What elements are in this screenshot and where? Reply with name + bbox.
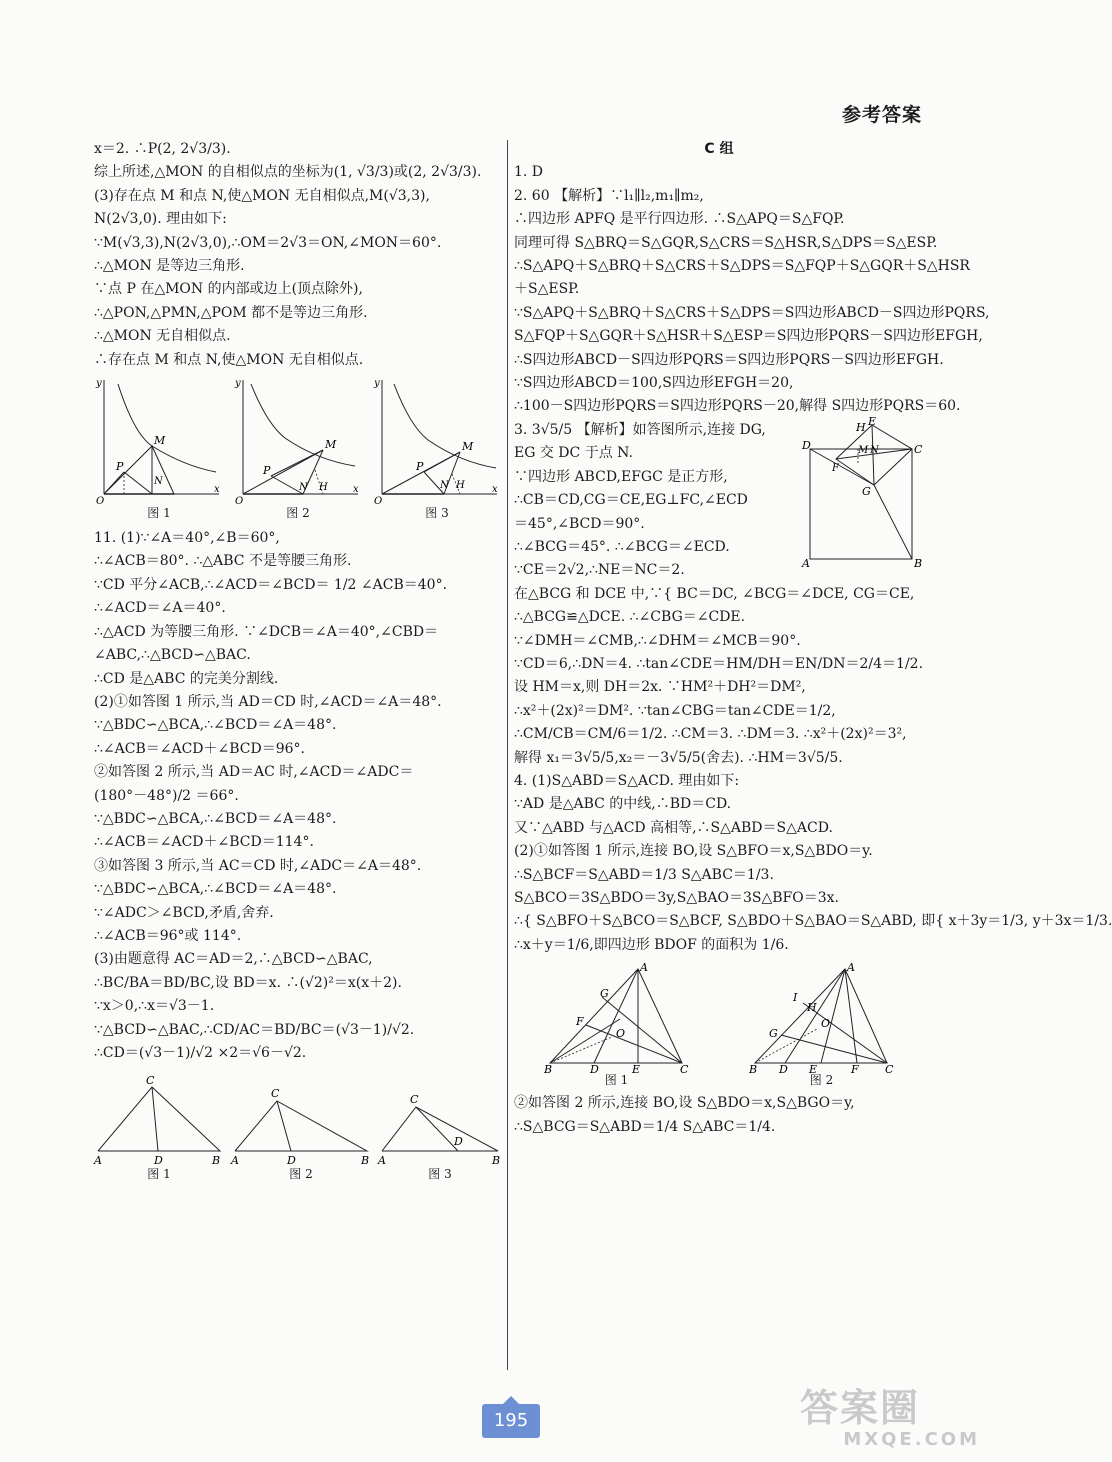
svg-text:I: I: [792, 991, 797, 1005]
svg-text:B: B: [361, 1154, 370, 1168]
page-header-title: 参考答案: [841, 104, 922, 126]
svg-text:E: E: [808, 1063, 817, 1077]
centroid-figure-1: [542, 963, 692, 1088]
svg-text:O: O: [235, 496, 244, 508]
graph-caption-1: 图 1: [147, 506, 171, 521]
text-line: ∴∠ACD＝∠A＝40°.: [94, 600, 226, 617]
text-line: ∴△MON 是等边三角形.: [94, 258, 245, 275]
text-line: ∵四边形 ABCD,EFGC 是正方形,: [514, 468, 728, 485]
text-line: (3)由题意得 AC＝AD＝2,∴△BCD∽△BAC,: [94, 951, 373, 968]
text-line: N(2√3,0). 理由如下:: [94, 211, 227, 228]
svg-text:C: C: [679, 1063, 688, 1077]
text-line: 3. 3√5/5 【解析】如答图所示,连接 DG,: [514, 421, 766, 438]
svg-text:O: O: [615, 1027, 625, 1041]
text-line: x＝2. ∴P(2, 2√3/3).: [94, 141, 231, 157]
triangle-caption-2: 图 2: [289, 1167, 313, 1182]
text-line: (3)存在点 M 和点 N,使△MON 无自相似点,M(√3,3),: [94, 187, 430, 204]
svg-text:M: M: [325, 438, 337, 452]
svg-text:D: D: [589, 1063, 599, 1077]
text-line: ∴△MON 无自相似点.: [94, 328, 231, 345]
text-line: ∵△BDC∽△BCA,∴∠BCD＝∠A＝48°.: [94, 881, 337, 898]
triangle-figures-row: [94, 1073, 502, 1182]
svg-text:N: N: [870, 444, 879, 456]
watermark-sub-text: MXQE.COM: [843, 1429, 980, 1450]
graph-2-drawing: [233, 376, 363, 506]
triangle-figure-1: [94, 1073, 224, 1182]
text-line: ∵∠DMH＝∠CMB,∴∠DHM＝∠MCB＝90°.: [514, 632, 801, 649]
text-line: 设 HM＝x,则 DH＝2x. ∵HM²＋DH²＝DM²,: [514, 679, 806, 696]
svg-text:C: C: [146, 1074, 155, 1088]
svg-text:M: M: [462, 440, 474, 454]
svg-text:G: G: [768, 1027, 778, 1041]
triangle-caption-1: 图 1: [147, 1167, 171, 1182]
svg-text:x: x: [353, 484, 359, 496]
svg-text:H: H: [856, 420, 866, 434]
square-figure-drawing: [802, 414, 928, 570]
right-column: [514, 138, 1112, 1139]
text-line: ∴x²＋(2x)²＝DM². ∵tan∠CBG＝tan∠CDE＝1/2,: [514, 702, 836, 719]
svg-text:H: H: [456, 480, 465, 492]
svg-text:A: A: [639, 961, 648, 975]
svg-text:B: B: [492, 1154, 501, 1168]
text-line: ∴100－S四边形PQRS＝S四边形PQRS－20,解得 S四边形PQRS＝60.: [514, 398, 961, 415]
text-line: ∵M(√3,3),N(2√3,0),∴OM＝2√3＝ON,∠MON＝60°.: [94, 234, 442, 251]
centroid-2-drawing: [747, 961, 897, 1077]
text-line: ∵∠ADC＞∠BCD,矛盾,舍弃.: [94, 904, 274, 921]
centroid-caption-2: 图 2: [809, 1073, 834, 1088]
svg-text:N: N: [299, 482, 308, 494]
svg-text:F: F: [850, 1063, 859, 1077]
triangle-figure-3: [378, 1073, 502, 1182]
text-line: ∴四边形 APFQ 是平行四边形. ∴S△APQ＝S△FQP.: [514, 211, 845, 228]
svg-text:O: O: [374, 496, 383, 508]
watermark-main-text: 答案圈: [800, 1386, 921, 1430]
svg-text:C: C: [884, 1063, 893, 1077]
svg-text:C: C: [410, 1093, 419, 1107]
left-column: [94, 138, 502, 1182]
text-line: (2)①如答图 1 所示,连接 BO,设 S△BFO＝x,S△BDO＝y.: [514, 843, 873, 860]
centroid-figure-2: [747, 963, 897, 1088]
right-lines-a: [514, 161, 990, 418]
text-line: ②如答图 2 所示,当 AD＝AC 时,∠ACD＝∠ADC＝: [94, 764, 414, 781]
text-line: S△BCO＝3S△BDO＝3y,S△BAO＝3S△BFO＝3x.: [514, 890, 839, 906]
graph-figure-3: [372, 376, 502, 521]
text-line: ∴△ACD 为等腰三角形. ∵∠DCB＝∠A＝40°,∠CBD＝: [94, 623, 439, 640]
svg-text:E: E: [868, 414, 877, 428]
text-line: (2)①如答图 1 所示,当 AD＝CD 时,∠ACD＝∠A＝48°.: [94, 693, 442, 710]
text-line: 4. (1)S△ABD＝S△ACD. 理由如下:: [514, 772, 740, 789]
text-line: 又∵△ABD 与△ACD 高相等,∴S△ABD＝S△ACD.: [514, 819, 833, 836]
text-line: ∴BC/BA＝BD/BC,设 BD＝x. ∴(√2)²＝x(x＋2).: [94, 974, 402, 991]
triangle-1-drawing: [94, 1073, 224, 1167]
svg-text:O: O: [96, 496, 105, 508]
text-line: ＋S△ESP.: [514, 281, 580, 298]
problem-3-block: [514, 414, 924, 583]
right-lines-c: [514, 583, 1112, 958]
text-line: 2. 60 【解析】∵l₁∥l₂,m₁∥m₂,: [514, 187, 704, 204]
text-line: ∴∠ACB＝80°. ∴△ABC 不是等腰三角形.: [94, 553, 352, 570]
text-line: 11. (1)∵∠A＝40°,∠B＝60°,: [94, 530, 280, 547]
group-title: C 组: [704, 141, 734, 157]
svg-text:D: D: [287, 1154, 296, 1168]
svg-text:N: N: [154, 476, 163, 488]
left-lines-a: [94, 138, 502, 372]
graph-1-drawing: [94, 376, 224, 506]
column-divider: [507, 140, 508, 1370]
graph-caption-3: 图 3: [425, 506, 449, 521]
svg-text:D: D: [802, 438, 811, 452]
text-line: S△FQP＋S△GQR＋S△HSR＋S△ESP＝S四边形PQRS－S四边形EFGH,: [514, 328, 983, 345]
text-line: ＝45°,∠BCD＝90°.: [514, 515, 645, 532]
text-line: ∵CD 平分∠ACB,∴∠ACD＝∠BCD＝ 1/2 ∠ACB＝40°.: [94, 576, 448, 593]
text-line: ∴△PON,△PMN,△POM 都不是等边三角形.: [94, 304, 368, 321]
svg-text:H: H: [319, 482, 328, 494]
text-line: ∴CB＝CD,CG＝CE,EG⊥FC,∠ECD: [514, 492, 748, 509]
svg-text:P: P: [263, 464, 271, 478]
text-line: EG 交 DC 于点 N.: [514, 445, 633, 462]
left-lines-b: [94, 527, 502, 1065]
text-line: 解得 x₁＝3√5/5,x₂＝－3√5/5(舍去). ∴HM＝3√5/5.: [514, 749, 843, 766]
svg-text:B: B: [748, 1063, 757, 1077]
text-line: ∵x＞0,∴x＝√3－1.: [94, 998, 215, 1015]
text-line: ∵S△APQ＋S△BRQ＋S△CRS＋S△DPS＝S四边形ABCD－S四边形PQRS,: [514, 304, 990, 321]
text-line: ∵S四边形ABCD＝100,S四边形EFGH＝20,: [514, 375, 794, 392]
graph-3-drawing: [372, 376, 502, 506]
page-number: 195: [482, 1404, 540, 1438]
svg-text:G: G: [862, 484, 871, 498]
svg-text:F: F: [832, 462, 839, 474]
text-line: ∴CD＝(√3－1)/√2 ×2＝√6－√2.: [94, 1045, 307, 1061]
text-line: ∴△BCG≌△DCE. ∴∠CBG＝∠CDE.: [514, 609, 746, 626]
text-line: ∵△BCD∽△BAC,∴CD/AC＝BD/BC＝(√3－1)/√2.: [94, 1021, 415, 1038]
triangle-2-drawing: [231, 1073, 371, 1167]
text-line: ∵△BDC∽△BCA,∴∠BCD＝∠A＝48°.: [94, 717, 337, 734]
text-line: ∵△BDC∽△BCA,∴∠BCD＝∠A＝48°.: [94, 810, 337, 827]
page-number-badge: [482, 1396, 540, 1440]
text-line: 在△BCG 和 DCE 中,∵{ BC＝DC, ∠BCG＝∠DCE, CG＝CE,: [514, 585, 915, 602]
right-lines-d: [514, 1092, 924, 1139]
text-line: 综上所述,△MON 的自相似点的坐标为(1, √3/3)或(2, 2√3/3).: [94, 164, 482, 181]
svg-text:D: D: [778, 1063, 788, 1077]
svg-text:M: M: [154, 434, 166, 448]
svg-text:G: G: [599, 987, 609, 1001]
svg-text:y: y: [96, 378, 102, 390]
svg-text:P: P: [416, 460, 424, 474]
text-line: ③如答图 3 所示,当 AC＝CD 时,∠ADC＝∠A＝48°.: [94, 857, 422, 874]
text-line: ∴∠BCG＝45°. ∴∠BCG＝∠ECD.: [514, 538, 730, 555]
svg-text:F: F: [575, 1015, 584, 1029]
text-line: ∴存在点 M 和点 N,使△MON 无自相似点.: [94, 351, 364, 368]
text-line: 1. D: [514, 164, 544, 181]
text-line: ∴CM/CB＝CM/6＝1/2. ∴CM＝3. ∴DM＝3. ∴x²＋(2x)²＝3²,: [514, 726, 907, 743]
centroid-figures-row: [514, 963, 924, 1088]
svg-text:E: E: [631, 1063, 640, 1077]
svg-text:N: N: [440, 480, 449, 492]
text-line: ∴∠ACB＝∠ACD＋∠BCD＝114°.: [94, 834, 314, 851]
svg-text:A: A: [231, 1154, 239, 1168]
graph-figure-1: [94, 376, 224, 521]
svg-text:A: A: [94, 1154, 102, 1168]
text-line: ∠ABC,∴△BCD∽△BAC.: [94, 647, 251, 664]
text-line: ②如答图 2 所示,连接 BO,设 S△BDO＝x,S△BGO＝y,: [514, 1095, 855, 1112]
text-line: ∴∠ACB＝96°或 114°.: [94, 927, 242, 944]
svg-text:y: y: [235, 378, 241, 390]
text-line: ∵AD 是△ABC 的中线,∴BD＝CD.: [514, 796, 732, 813]
text-line: ∴S△BCG＝S△ABD＝1/4 S△ABC＝1/4.: [514, 1118, 776, 1135]
text-line: ∴x＋y＝1/6,即四边形 BDOF 的面积为 1/6.: [514, 936, 789, 953]
svg-text:B: B: [212, 1154, 221, 1168]
svg-text:x: x: [492, 484, 498, 496]
svg-text:B: B: [543, 1063, 552, 1077]
text-line: ∴S△BCF＝S△ABD＝1/3 S△ABC＝1/3.: [514, 866, 774, 883]
svg-text:D: D: [454, 1135, 463, 1149]
svg-text:C: C: [271, 1087, 280, 1101]
text-line: ∴CD 是△ABC 的完美分割线.: [94, 670, 279, 687]
svg-text:A: A: [846, 961, 855, 975]
coordinate-graphs-row: [94, 376, 502, 521]
svg-text:x: x: [214, 484, 220, 496]
svg-text:D: D: [154, 1154, 163, 1168]
text-line: ∵CE＝2√2,∴NE＝NC＝2.: [514, 562, 685, 579]
svg-text:P: P: [116, 460, 124, 474]
centroid-caption-1: 图 1: [604, 1073, 629, 1088]
text-line: ∴S△APQ＋S△BRQ＋S△CRS＋S△DPS＝S△FQP＋S△GQR＋S△HSR: [514, 258, 970, 275]
svg-text:A: A: [802, 556, 810, 570]
graph-figure-2: [233, 376, 363, 521]
text-line: ∴{ S△BFO＋S△BCO＝S△BCF, S△BDO＋S△BAO＝S△ABD, 即{ x＋3y＝1/3, y＋3x＝1/3.: [514, 913, 1112, 930]
text-line: ∴∠ACB＝∠ACD＋∠BCD＝96°.: [94, 740, 306, 757]
svg-text:C: C: [914, 442, 923, 456]
triangle-3-drawing: [378, 1073, 502, 1167]
svg-text:M: M: [858, 444, 869, 456]
svg-text:A: A: [378, 1154, 386, 1168]
text-line: ∴S四边形ABCD－S四边形PQRS＝S四边形PQRS－S四边形EFGH.: [514, 351, 944, 368]
text-line: (180°－48°)/2 ＝66°.: [94, 787, 239, 804]
triangle-figure-2: [231, 1073, 371, 1182]
graph-caption-2: 图 2: [286, 506, 310, 521]
triangle-caption-3: 图 3: [428, 1167, 452, 1182]
text-line: ∵点 P 在△MON 的内部或边上(顶点除外),: [94, 281, 363, 298]
watermark-logo: [800, 1386, 980, 1456]
svg-text:O: O: [820, 1017, 830, 1031]
svg-text:y: y: [374, 378, 380, 390]
text-line: ∵CD＝6,∴DN＝4. ∴tan∠CDE＝HM/DH＝EN/DN＝2/4＝1/2.: [514, 655, 924, 672]
centroid-1-drawing: [542, 961, 692, 1077]
svg-text:B: B: [914, 556, 923, 570]
text-line: 同理可得 S△BRQ＝S△GQR,S△CRS＝S△HSR,S△DPS＝S△ESP.: [514, 234, 938, 251]
svg-text:H: H: [806, 1001, 817, 1015]
